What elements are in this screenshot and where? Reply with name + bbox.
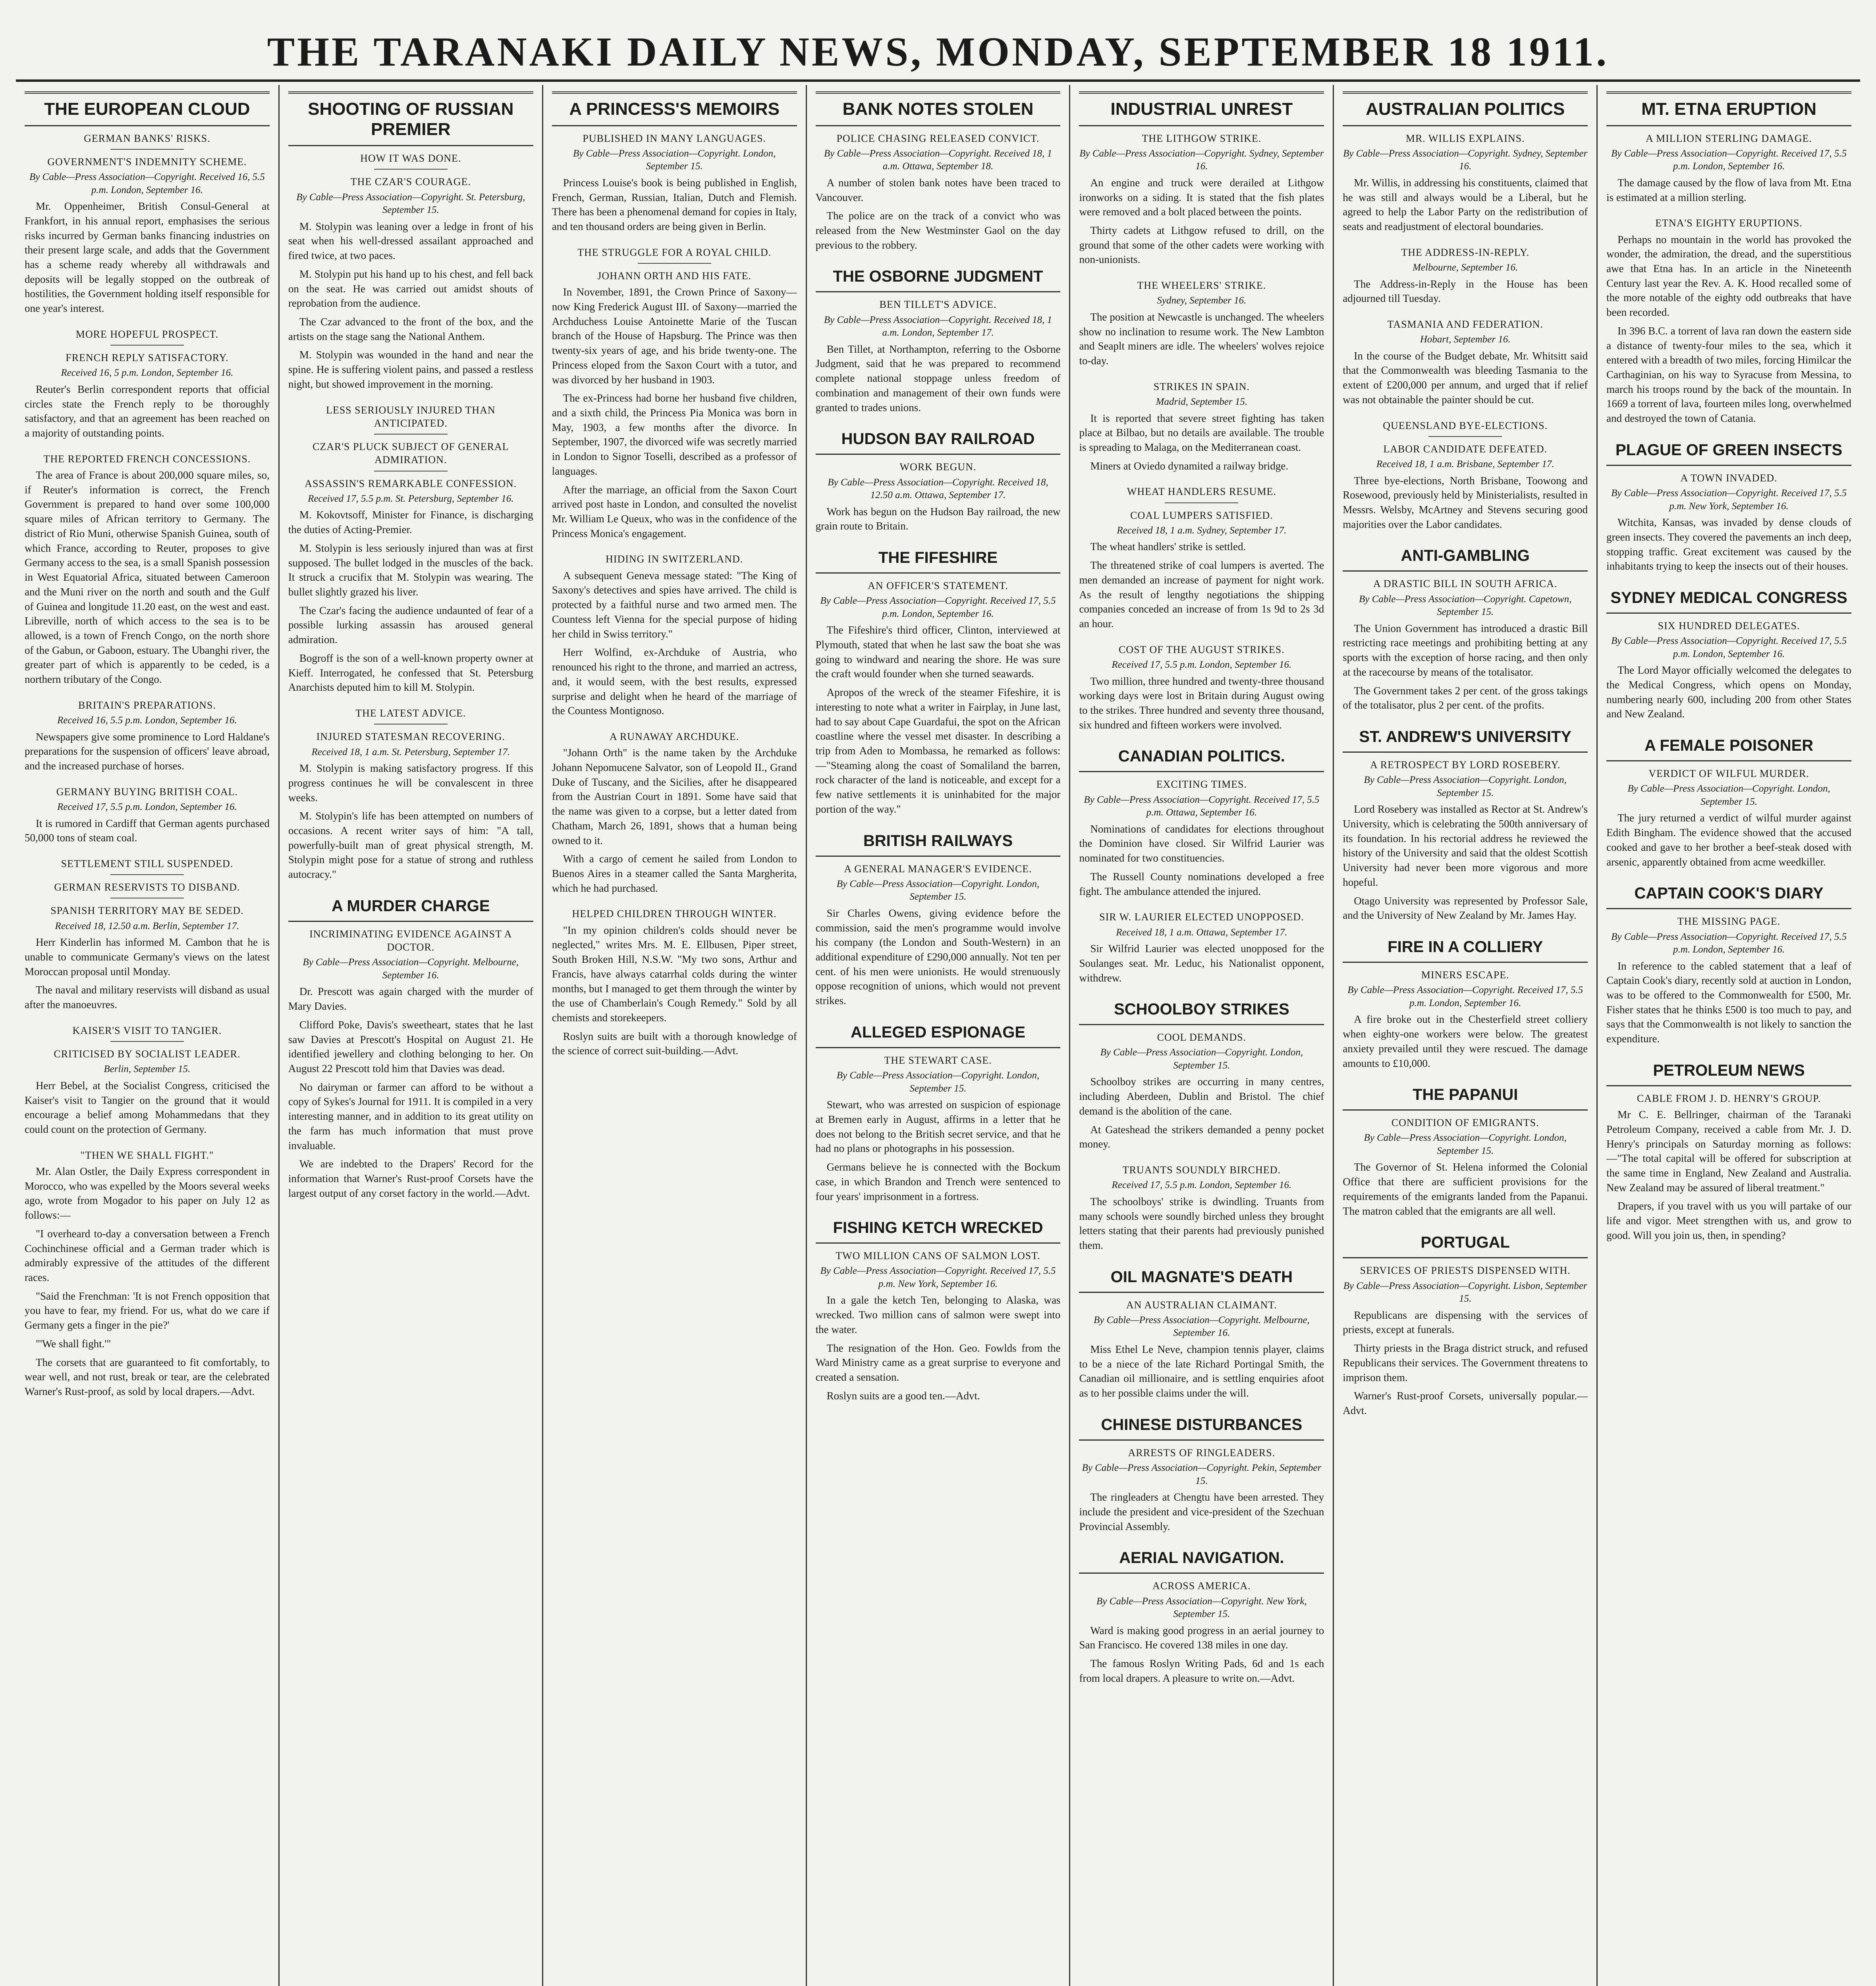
article-paragraph: Mr. Willis, in addressing his constituents, claimed that he was still and always would be a Liberal, but he agreed to help the Labor Party on the redistribution of seats and readjustment of electoral boundaries. xyxy=(1343,176,1588,233)
article xyxy=(1079,744,1324,898)
article-paragraph: Sir Charles Owens, giving evidence before the commission, said the men's programme would involve his company (the London and South-Western) in an additional expenditure of £290,000 annually. Not ten per cent. of his men were unionists. He would strenuously oppose recognition of unions, which would not prevent strikes. xyxy=(815,907,1061,1007)
article-headline: ANTI-GAMBLING xyxy=(1343,543,1588,572)
article-paragraph: The police are on the track of a convict who was released from the New Westminster Gaol on the day previous to the robbery. xyxy=(815,210,1061,251)
article-paragraph: The ex-Princess had borne her husband five children, and a sixth child, the Princess Pia Monica was born in May, 1903, a few months after the divorce. In September, 1907, the divorced wife was secretly married in London to Signor Toselli, described as a professor of languages. xyxy=(552,392,797,477)
article-headline: FIRE IN A COLLIERY xyxy=(1343,935,1588,963)
article-dateline: By Cable—Press Association—Copyright. London, September 15. xyxy=(1364,775,1567,798)
article-dateline: By Cable—Press Association—Copyright. Received 18, 12.50 a.m. Ottawa, September 17. xyxy=(828,477,1048,501)
article-paragraph: Otago University was represented by Professor Sale, and the University of New Zealand by Mr. James Hay. xyxy=(1343,894,1588,922)
article-subheading: GERMAN RESERVISTS TO DISBAND. xyxy=(54,881,240,893)
article-subheading: WORK BEGUN. xyxy=(899,461,977,473)
article-subheading: SPANISH TERRITORY MAY BE SEDED. xyxy=(50,905,244,917)
article-paragraph: In the course of the Budget debate, Mr. Whitsitt said that the Commonwealth was bleeding Tasmania to the extent of £200,000 per annum, and urged that if relief was not obtainable the painter should be cut. xyxy=(1343,350,1588,406)
article-subheading: LABOR CANDIDATE DEFEATED. xyxy=(1383,443,1548,455)
article-paragraph: The Government takes 2 per cent. of the gross takings of the totalisator, plus 2 per cent. of the profits. xyxy=(1343,684,1588,711)
article-paragraph: Perhaps no mountain in the world has provoked the wonder, the admiration, the dread, and the superstitious awe that Etna has. In an article in the Nineteenth Century last year the Rev. A. K. Hood recalled some of the more notable of the eighty odd outbreaks that have been recorded. xyxy=(1606,233,1852,319)
article-subheading: THE REPORTED FRENCH CONCESSIONS. xyxy=(43,453,251,465)
article-headline: AUSTRALIAN POLITICS xyxy=(1343,91,1588,126)
article-paragraph: An engine and truck were derailed at Lithgow ironworks on a siding. It is stated that the fish plates were removed and a bolt placed between the points. xyxy=(1079,176,1324,218)
article-dateline: Melbourne, September 16. xyxy=(1413,262,1518,273)
article-paragraph: It is rumored in Cardiff that German agents purchased 50,000 tons of steam coal. xyxy=(25,817,270,844)
article-subheading: THE STEWART CASE. xyxy=(884,1054,992,1066)
article xyxy=(1079,910,1324,985)
article-subheading: THE WHEELERS' STRIKE. xyxy=(1137,280,1266,292)
article xyxy=(25,1149,270,1399)
article-headline: FISHING KETCH WRECKED xyxy=(816,1215,1061,1244)
article-dateline: Received 17, 5.5 p.m. London, September 16. xyxy=(1112,659,1292,670)
article-headline: THE FIFESHIRE xyxy=(816,545,1061,574)
article xyxy=(1343,724,1588,923)
article-paragraph: We are indebted to the Drapers' Record for the information that Warner's Rust-proof Corsets have the largest output of any corset factory in the world.—Advt. xyxy=(288,1158,533,1199)
article-headline: PLAGUE OF GREEN INSECTS xyxy=(1606,438,1851,466)
article-subheading: "THEN WE SHALL FIGHT." xyxy=(80,1149,214,1161)
article-headline: ALLEGED ESPIONAGE xyxy=(816,1020,1061,1048)
article-paragraph: Germans believe he is connected with the Bockum case, in which Brandon and Trench were sentenced to four years' imprisonment in a fortress. xyxy=(815,1161,1061,1202)
article-paragraph: Dr. Prescott was again charged with the murder of Mary Davies. xyxy=(288,985,533,1012)
article-paragraph: The Russell County nominations developed a free fight. The ambulance attended the injured. xyxy=(1079,870,1324,897)
article-paragraph: Reuter's Berlin correspondent reports that official circles state the French reply to be thoroughly satisfactory, and that an agreement has been reached on a majority of outstanding points. xyxy=(25,383,270,439)
article-paragraph: Princess Louise's book is being published in English, French, German, Russian, Italian, Dutch and Flemish. There has been a phenomenal demand for copies in Italy, and ten thousand orders are being given in Berlin. xyxy=(552,176,797,233)
divider-rule xyxy=(374,169,448,170)
article xyxy=(25,452,270,687)
article-paragraph: The Fifeshire's third officer, Clinton, interviewed at Plymouth, stated that when he last saw the boat she was going to windward and nearing the shore. He was sure the craft would founder when she turned seawards. xyxy=(815,624,1061,680)
article-paragraph: Herr Kinderlin has informed M. Cambon that he is unable to communicate Germany's views on the latest Moroccan proposal until Monday. xyxy=(25,936,270,978)
article-headline: CANADIAN POLITICS. xyxy=(1079,744,1324,772)
article-subheading: AN AUSTRALIAN CLAIMANT. xyxy=(1126,1299,1277,1311)
article-paragraph: The ringleaders at Chengtu have been arrested. They include the president and vice-president of the Szechuan Provincial Assembly. xyxy=(1079,1491,1324,1532)
article xyxy=(25,699,270,773)
divider-rule xyxy=(638,263,711,264)
article-paragraph: A subsequent Geneva message stated: "The King of Saxony's detectives and spies have arrived. The child is protected by a faithful nurse and two armed men. The Countess left Vienna for the special purpose of hiding her child in Swiss territory." xyxy=(552,569,797,640)
article-paragraph: Republicans are dispensing with the services of priests, except at funerals. xyxy=(1343,1309,1588,1336)
article-dateline: Madrid, September 15. xyxy=(1156,396,1248,408)
article-paragraph: The famous Roslyn Writing Pads, 6d and 1s each from local drapers. A pleasure to write on.—Advt. xyxy=(1079,1657,1324,1684)
article-subheading: GERMANY BUYING BRITISH COAL. xyxy=(56,786,238,798)
article xyxy=(25,328,270,440)
article-subheading: SETTLEMENT STILL SUSPENDED. xyxy=(61,858,234,869)
masthead xyxy=(16,24,1860,82)
article-subheading: COOL DEMANDS. xyxy=(1157,1032,1247,1043)
article-subheading: A MILLION STERLING DAMAGE. xyxy=(1646,132,1812,144)
article-paragraph: M. Stolypin was leaning over a ledge in front of his seat when his well-dressed assailant approached and fired twice, at two paces. xyxy=(288,220,533,262)
article-paragraph: The schoolboys' strike is dwindling. Truants from many schools were soundly birched unless they brought letters stating that their parents had previously punished them. xyxy=(1079,1195,1324,1251)
article-headline: CHINESE DISTURBANCES xyxy=(1079,1412,1324,1441)
article-dateline: By Cable—Press Association—Copyright. Received 17, 5.5 p.m. London, September 16. xyxy=(1347,985,1583,1008)
article-subheading: A RUNAWAY ARCHDUKE. xyxy=(609,730,739,742)
article xyxy=(25,1024,270,1137)
article-paragraph: Nominations of candidates for elections throughout the Dominion have closed. Sir Wilfrid Laurier was nominated for two constituencies. xyxy=(1079,823,1324,864)
article-headline: MT. ETNA ERUPTION xyxy=(1606,91,1851,126)
article xyxy=(288,894,533,1201)
article xyxy=(1606,881,1851,1046)
article xyxy=(1079,1412,1324,1534)
article-paragraph: In November, 1891, the Crown Prince of Saxony—now King Frederick August III. of Saxony—married the Archduchess Louise Antoinette Marie of the Tuscan branch of the House of Hapsburg. The Prince was then twenty-six years of age, and his bride twenty-one. The Princess eloped from the Saxon Court with a tutor, and was divorced by her husband in 1903. xyxy=(552,286,797,386)
article-subheading: CZAR'S PLUCK SUBJECT OF GENERAL ADMIRATION. xyxy=(312,441,509,466)
article-paragraph: Newspapers give some prominence to Lord Haldane's preparations for the suspension of officers' leave abroad, and the increased purchase of horses. xyxy=(25,730,270,772)
article xyxy=(1079,1265,1324,1401)
column-5 xyxy=(1070,85,1334,1986)
article-paragraph: Lord Rosebery was installed as Rector at St. Andrew's University, which is celebrating the 500th anniversary of its foundation. In his rectorial address he reviewed the history of the University and said that the oldest Scottish University had never been more vigorous and more hopeful. xyxy=(1343,803,1588,888)
article-paragraph: Mr. Alan Ostler, the Daily Express correspondent in Morocco, who was expelled by the Moors several weeks ago, wrote from Mogador to his paper on July 12 as follows:— xyxy=(25,1165,270,1221)
article-headline: ST. ANDREW'S UNIVERSITY xyxy=(1343,724,1588,753)
article-dateline: Received 18, 1 a.m. Brisbane, September 17. xyxy=(1376,459,1554,470)
article-paragraph: In 396 B.C. a torrent of lava ran down the eastern side a distance of twenty-four miles to the sea, which it entered with a breadth of two miles, forcing Himilcar the Carthaginian, on his way to Syracuse from Messina, to march his troops round by the back of the mountain. In 1669 a torrent of lava, fourteen miles long, overwhelmed and destroyed the town of Catania. xyxy=(1606,325,1852,425)
article-paragraph: The area of France is about 200,000 square miles, so, if Reuter's information is correct, the French Government is prepared to hand over some 100,000 square miles of African territory to Germany. The district of Rio Muni, otherwise Spanish Guinea, south of which France, according to Reuter, proposes to give Germany access to the sea, is a small Spanish possession in West Equatorial Africa, situated between Cameroon and the Muni river on the north and south and the Gulf of Guinea and longitude 11.20 east, on the west and east. Libreville, north of which access to the sea is to be allowed, is a town of French Congo, on the north shore of the Gabun, or Gaboon, estuary. The Ubanghi river, the greater part of which is apparently to be ceded, is a northern tributary of the Congo. xyxy=(25,469,270,686)
article-dateline: Received 18, 1 a.m. Sydney, September 17. xyxy=(1117,525,1287,536)
article-subheading: THE ADDRESS-IN-REPLY. xyxy=(1401,246,1530,258)
article-subheading: SERVICES OF PRIESTS DISPENSED WITH. xyxy=(1360,1265,1571,1277)
article-subheading: AN OFFICER'S STATEMENT. xyxy=(868,580,1008,592)
article xyxy=(1079,1546,1324,1685)
article-subheading: COAL LUMPERS SATISFIED. xyxy=(1130,509,1273,521)
article-subheading: MORE HOPEFUL PROSPECT. xyxy=(75,328,219,340)
article-paragraph: The resignation of the Hon. Geo. Fowlds from the Ward Ministry came as a great surprise to everyone and created a sensation. xyxy=(815,1342,1061,1383)
article-subheading: WHEAT HANDLERS RESUME. xyxy=(1127,486,1276,498)
column-4 xyxy=(807,85,1071,1986)
article-dateline: By Cable—Press Association—Copyright. London, September 15. xyxy=(1100,1047,1303,1071)
article-dateline: By Cable—Press Association—Copyright. St. Petersburg, September 15. xyxy=(296,191,525,216)
article-dateline: Received 17, 5.5 p.m. St. Petersburg, September 16. xyxy=(308,493,514,504)
article-dateline: Received 17, 5.5 p.m. London, September 16. xyxy=(1112,1180,1292,1191)
article-subheading: A GENERAL MANAGER'S EVIDENCE. xyxy=(844,863,1032,875)
article-dateline: By Cable—Press Association—Copyright. Received 17, 5.5 p.m. New York, September 16. xyxy=(820,1265,1056,1289)
article-headline: AERIAL NAVIGATION. xyxy=(1079,1546,1324,1574)
article-paragraph: At Gateshead the strikers demanded a penny pocket money. xyxy=(1079,1123,1324,1150)
article-subheading: FRENCH REPLY SATISFACTORY. xyxy=(66,352,229,364)
article-headline: INDUSTRIAL UNREST xyxy=(1079,91,1324,126)
article-paragraph: Thirty cadets at Lithgow refused to drill, on the ground that some of the other cadets were working with non-unionists. xyxy=(1079,224,1324,266)
article-paragraph: The Czar advanced to the front of the box, and the artists on the stage sang the National Anthem. xyxy=(288,316,533,342)
article xyxy=(1606,1058,1851,1243)
article xyxy=(25,857,270,1012)
article-paragraph: The threatened strike of coal lumpers is averted. The men demanded an increase of payment for night work. As the result of lengthy negotiations the shipping companies conceded an increase of from 1s 9d to 2s 3d an hour. xyxy=(1079,559,1324,630)
article-paragraph: Mr C. E. Bellringer, chairman of the Taranaki Petroleum Company, received a cable from Mr. J. D. Henry's principals on Saturday morning as follows:—"The total capital will be offered for subscription at the same time in England, New Zealand and Australia. New Zealand may be assured of liberal treatment." xyxy=(1606,1109,1852,1194)
article-paragraph: Roslyn suits are built with a thorough knowledge of the science of correct suit-building.—Advt. xyxy=(552,1030,797,1057)
article-paragraph: A number of stolen bank notes have been traced to Vancouver. xyxy=(815,176,1061,203)
article xyxy=(816,264,1061,415)
article-paragraph: After the marriage, an official from the Saxon Court arrived post haste in London, and consulted the novelist Mr. William Le Queux, who was in the confidence of the Princess Monica's engagement. xyxy=(552,483,797,539)
article-paragraph: Roslyn suits are a good ten.—Advt. xyxy=(826,1389,980,1402)
article-dateline: By Cable—Press Association—Copyright. Received 17, 5.5 p.m. London, September 16. xyxy=(820,595,1056,619)
article-paragraph: "I overheard to-day a conversation between a French Cochinchinese official and a German trader which is admirably expressive of the attitudes of the different races. xyxy=(25,1227,270,1284)
article-subheading: TASMANIA AND FEDERATION. xyxy=(1387,318,1543,330)
article-paragraph: Miss Ethel Le Neve, champion tennis player, claims to be a niece of the late Richard Portingal Smith, the Canadian oil millionaire, and is settling enquiries afoot as to her possible claims under the will. xyxy=(1079,1343,1324,1399)
article xyxy=(1343,1230,1588,1418)
article-dateline: By Cable—Press Association—Copyright. Received 17, 5.5 p.m. New York, September 16. xyxy=(1611,488,1847,512)
article-headline: SYDNEY MEDICAL CONGRESS xyxy=(1606,585,1851,614)
article-headline: SHOOTING OF RUSSIAN PREMIER xyxy=(288,91,533,146)
article-subheading: A DRASTIC BILL IN SOUTH AFRICA. xyxy=(1373,578,1558,590)
article-subheading: A TOWN INVADED. xyxy=(1680,472,1778,484)
article-subheading: ETNA'S EIGHTY ERUPTIONS. xyxy=(1655,217,1803,229)
article xyxy=(1079,1163,1324,1253)
article-paragraph: Witchita, Kansas, was invaded by dense clouds of green insects. They covered the pavements an inch deep, stopping traffic. Great excitement was caused by the inhabitants trying to keep the insects out of their houses. xyxy=(1606,516,1852,572)
article-paragraph: Two million, three hundred and twenty-three thousand working days were lost in Britain during August owing to the strikes. Three hundred and seventy three thousand, six hundred and fifteen workers were involved. xyxy=(1079,675,1324,731)
article-subheading: CRITICISED BY SOCIALIST LEADER. xyxy=(54,1048,241,1060)
article xyxy=(552,91,797,234)
article-paragraph: Ben Tillet, at Northampton, referring to the Osborne Judgment, said that he was prepared to recommend complete national stoppage unless freedom of combination and management of their own funds were granted to trades unions. xyxy=(815,343,1061,413)
article xyxy=(288,91,533,392)
article-subheading: VERDICT OF WILFUL MURDER. xyxy=(1648,768,1809,780)
article-paragraph: The wheat handlers' strike is settled. xyxy=(1090,541,1246,553)
article-paragraph: M. Stolypin is making satisfactory progress. If this progress continues he will be convalescent in three weeks. xyxy=(288,762,533,804)
article xyxy=(1079,279,1324,368)
article-dateline: Sydney, September 16. xyxy=(1157,295,1247,306)
article-subheading: MINERS ESCAPE. xyxy=(1421,969,1509,981)
article-dateline: Received 17, 5.5 p.m. London, September 16. xyxy=(57,802,237,813)
article-subheading: ASSASSIN'S REMARKABLE CONFESSION. xyxy=(305,477,517,489)
article-paragraph: Clifford Poke, Davis's sweetheart, states that he last saw Davies at Prescott's Hospital on August 21. He identified jewellery and clothing belonging to her. On August 22 Prescott told him that Davies was dead. xyxy=(288,1018,533,1074)
article-dateline: By Cable—Press Association—Copyright. Received 18, 1 a.m. London, September 17. xyxy=(824,314,1052,338)
article-paragraph: The corsets that are guaranteed to fit comfortably, to wear well, and not rust, break or tear, are the celebrated Warner's Rust-proof, as sold by local drapers.—Advt. xyxy=(25,1356,270,1398)
article-paragraph: The damage caused by the flow of lava from Mt. Etna is estimated at a million sterling. xyxy=(1606,176,1852,203)
article-subheading: INCRIMINATING EVIDENCE AGAINST A DOCTOR. xyxy=(309,928,512,953)
article-subheading: HELPED CHILDREN THROUGH WINTER. xyxy=(572,908,777,920)
article-subheading: THE LATEST ADVICE. xyxy=(355,707,466,719)
article-paragraph: With a cargo of cement he sailed from London to Buenos Aires in a steamer called the Santa Margherita, which he had purchased. xyxy=(552,853,797,894)
article-dateline: By Cable—Press Association—Copyright. London, September 15. xyxy=(1627,783,1830,807)
divider-rule xyxy=(110,345,184,346)
article-paragraph: The Union Government has introduced a drastic Bill restricting race meetings and prohibiting betting at any sports with the exception of horse racing, and then only at the racecourse by means of the totalisator. xyxy=(1343,622,1588,678)
article xyxy=(25,785,270,845)
article-paragraph: "Said the Frenchman: 'It is not French opposition that you have to fear, my friend. For us, what do we care if Germany gets a finger in the pie?' xyxy=(25,1290,270,1331)
article-dateline: By Cable—Press Association—Copyright. London, September 15. xyxy=(836,878,1040,902)
article xyxy=(288,707,533,882)
article xyxy=(1343,543,1588,713)
column-7 xyxy=(1598,85,1860,1986)
article-subheading: GOVERNMENT'S INDEMNITY SCHEME. xyxy=(47,156,247,168)
article-paragraph: Mr. Oppenheimer, British Consul-General at Frankfort, in his annual report, emphasises the serious risks incurred by German banks financing industries on their present large scale, and adds that the Government has a scheme ready whereby all withdrawals and deposits will be legally stopped on the outbreak of hostilities, the Government holding itself responsible for one year's interest. xyxy=(25,200,270,315)
article-paragraph: The Czar's facing the audience undaunted of fear of a possible lurking assassin has aroused general admiration. xyxy=(288,604,533,646)
article-dateline: By Cable—Press Association—Copyright. Capetown, September 15. xyxy=(1359,593,1572,618)
article xyxy=(816,545,1061,817)
article xyxy=(552,907,797,1058)
column-2 xyxy=(280,85,543,1986)
article xyxy=(1079,380,1324,473)
article-subheading: COST OF THE AUGUST STRIKES. xyxy=(1118,643,1285,655)
article-headline: A FEMALE POISONER xyxy=(1606,733,1851,761)
article-dateline: By Cable—Press Association—Copyright. Melbourne, September 16. xyxy=(303,957,519,981)
article xyxy=(552,246,797,541)
article-headline: CAPTAIN COOK'S DIARY xyxy=(1606,881,1851,909)
article-paragraph: Thirty priests in the Braga district struck, and refused Republicans their services. The Government threatens to imprison them. xyxy=(1343,1342,1588,1383)
divider-rule xyxy=(110,149,184,150)
article xyxy=(816,1020,1061,1204)
article-paragraph: M. Stolypin was wounded in the hand and near the spine. He is suffering violent pains, and passed a restless night, but showed improvement in the morning. xyxy=(288,349,533,390)
article xyxy=(552,553,797,718)
article-subheading: ACROSS AMERICA. xyxy=(1152,1580,1251,1592)
divider-rule xyxy=(1165,502,1238,503)
article-subheading: STRIKES IN SPAIN. xyxy=(1153,381,1250,392)
column-6 xyxy=(1334,85,1598,1986)
article-paragraph: The position at Newcastle is unchanged. The wheelers show no inclination to resume work. The New Lambton and Seaplt miners are idle. The wheelers' wolves rejoice to-day. xyxy=(1079,311,1324,367)
article xyxy=(1079,91,1324,267)
article-subheading: POLICE CHASING RELEASED CONVICT. xyxy=(836,132,1040,144)
article-dateline: By Cable—Press Association—Copyright. Sydney, September 16. xyxy=(1079,148,1324,172)
article xyxy=(1343,419,1588,532)
article-paragraph: Drapers, if you travel with us you will partake of our life and vigor. Meet strengthen with us, and grow to good. Will you join us, then, in spending? xyxy=(1606,1200,1852,1241)
article-paragraph: M. Stolypin's life has been attempted on numbers of occasions. A recent writer says of him: "A tall, powerfully-built man of great physical strength, M. Stolypin might pose for a statue of strong and ruthless autocracy." xyxy=(288,810,533,881)
article xyxy=(552,730,797,895)
article-paragraph: Sir Wilfrid Laurier was elected unopposed for the Soulanges seat. Mr. Leduc, his Nationalist opponent, withdrew. xyxy=(1079,943,1324,984)
article-dateline: Received 18, 1 a.m. Ottawa, September 17. xyxy=(1116,927,1287,938)
article-headline: SCHOOLBOY STRIKES xyxy=(1079,997,1324,1025)
article-headline: HUDSON BAY RAILROAD xyxy=(816,427,1061,455)
article-subheading: INJURED STATESMAN RECOVERING. xyxy=(316,731,505,743)
article xyxy=(1343,91,1588,234)
article-dateline: By Cable—Press Association—Copyright. Received 16, 5.5 p.m. London, September 16. xyxy=(29,172,265,195)
article-dateline: By Cable—Press Association—Copyright. Received 17, 5.5 p.m. Ottawa, September 16. xyxy=(1084,794,1320,818)
article-headline: BRITISH RAILWAYS xyxy=(816,829,1061,857)
article-dateline: By Cable—Press Association—Copyright. London, September 15. xyxy=(836,1070,1040,1094)
article xyxy=(816,427,1061,533)
article xyxy=(1343,1082,1588,1218)
article-dateline: By Cable—Press Association—Copyright. London, September 15. xyxy=(573,148,776,172)
article-paragraph: Schoolboy strikes are occurring in many centres, including Aberdeen, Dublin and Bristol. The chief demand is the abolition of the cane. xyxy=(1079,1076,1324,1117)
article-paragraph: M. Kokovtsoff, Minister for Finance, is discharging the duties of Acting-Premier. xyxy=(288,509,533,536)
article xyxy=(1079,485,1324,631)
article xyxy=(288,404,533,695)
article xyxy=(816,1215,1061,1403)
article xyxy=(1343,318,1588,407)
article xyxy=(1606,733,1851,869)
article-paragraph: The Address-in-Reply in the House has been adjourned till Tuesday. xyxy=(1343,278,1588,305)
article xyxy=(1343,246,1588,306)
article-dateline: By Cable—Press Association—Copyright. London, September 15. xyxy=(1364,1132,1567,1156)
article-dateline: Hobart, September 16. xyxy=(1420,334,1511,345)
masthead-title: THE TARANAKI DAILY NEWS, MONDAY, SEPTEMBER 18 1911. xyxy=(267,29,1609,75)
article-headline: A PRINCESS'S MEMOIRS xyxy=(552,91,797,126)
article-headline: THE EUROPEAN CLOUD xyxy=(25,91,270,126)
column-1 xyxy=(16,85,280,1986)
article-paragraph: "Johann Orth" is the name taken by the Archduke Johann Nepomucene Salvator, son of Leopold II., Grand Duke of Tuscany, and the Sicilies, after he disappeared from the Austrian Court in 1891. Some have said that the name was given to a corpse, but a letter dated from Chatham, March 26, 1891, shows that a human being owned to it. xyxy=(552,747,797,846)
article-paragraph: The Governor of St. Helena informed the Colonial Office that there are sufficient provisions for the requirements of the emigrants landed from the Papanui. The matron cabled that the emigrants are all well. xyxy=(1343,1161,1588,1217)
article-subheading: GERMAN BANKS' RISKS. xyxy=(84,132,210,144)
article-paragraph: Warner's Rust-proof Corsets, universally popular.—Advt. xyxy=(1343,1390,1588,1416)
article-headline: THE PAPANUI xyxy=(1343,1082,1588,1111)
article-dateline: By Cable—Press Association—Copyright. Melbourne, September 16. xyxy=(1094,1314,1310,1339)
article-subheading: TWO MILLION CANS OF SALMON LOST. xyxy=(836,1250,1040,1262)
article xyxy=(25,91,270,316)
divider-rule xyxy=(110,1041,184,1042)
article-paragraph: Stewart, who was arrested on suspicion of espionage at Bremen early in August, affirms in a letter that he does not belong to the British secret service, and that he had no plans or photographs in his possession. xyxy=(815,1099,1061,1155)
article-subheading: THE LITHGOW STRIKE. xyxy=(1142,132,1262,144)
article-subheading: ARRESTS OF RINGLEADERS. xyxy=(1128,1447,1276,1459)
article-paragraph: Herr Wolfind, ex-Archduke of Austria, who renounced his right to the throne, and married an actress, and, it would seem, with the best results, expressed surprise and delight when he heard of the marriage of the Countess Montignoso. xyxy=(552,646,797,717)
article-paragraph: Apropos of the wreck of the steamer Fifeshire, it is interesting to note what a writer in Fairplay, in June last, had to say about Cape Guardafui, the spot on the African coastline where the vessel met disaster. In describing a trip from Aden to Mombassa, he remarked as follows:—"Steaming along the coast of Somaliland the barren, rock character of the land is noticeable, and except for a few native settlements it is uninhabited for the major portion of the way." xyxy=(815,686,1061,815)
article-subheading: BRITAIN'S PREPARATIONS. xyxy=(78,699,216,711)
article-headline: OIL MAGNATE'S DEATH xyxy=(1079,1265,1324,1293)
columns-container xyxy=(16,85,1860,1986)
article xyxy=(1079,997,1324,1151)
article-dateline: By Cable—Press Association—Copyright. Sydney, September 16. xyxy=(1343,148,1588,172)
article xyxy=(1343,935,1588,1070)
article-dateline: By Cable—Press Association—Copyright. Received 18, 1 a.m. Ottawa, September 18. xyxy=(824,148,1052,172)
article-dateline: Berlin, September 15. xyxy=(104,1064,191,1075)
article-paragraph: "'We shall fight.'" xyxy=(36,1337,111,1350)
article-subheading: EXCITING TIMES. xyxy=(1156,779,1247,790)
article-subheading: THE CZAR'S COURAGE. xyxy=(350,176,471,188)
article-dateline: Received 18, 12.50 a.m. Berlin, September 17. xyxy=(55,920,239,931)
column-3 xyxy=(543,85,807,1986)
article-paragraph: Three bye-elections, North Brisbane, Toowong and Rosewood, previously held by Ministerialists, resulted in Messrs. Welsby, McArtney and Stevens securing good majorities over the Labor candidates. xyxy=(1343,474,1588,530)
article-paragraph: The naval and military reservists will disband as usual after the manoeuvres. xyxy=(25,984,270,1011)
article-subheading: A RETROSPECT BY LORD ROSEBERY. xyxy=(1370,759,1561,771)
article-subheading: BEN TILLET'S ADVICE. xyxy=(879,299,997,311)
article-dateline: Received 18, 1 a.m. St. Petersburg, September 17. xyxy=(311,746,510,757)
article-dateline: By Cable—Press Association—Copyright. Pekin, September 15. xyxy=(1082,1462,1322,1486)
article-paragraph: Miners at Oviedo dynamited a railway bridge. xyxy=(1090,460,1289,472)
article-headline: THE OSBORNE JUDGMENT xyxy=(816,264,1061,292)
article-paragraph: Bogroff is the son of a well-known property owner at Kieff. Interrogated, he confessed that St. Petersburg Anarchists deputed him to kill M. Stolypin. xyxy=(288,652,533,694)
article-paragraph: Herr Bebel, at the Socialist Congress, criticised the Kaiser's visit to Tangier on the ground that it would encourage a belief among Mohammedans that they could count on the protection of Germany. xyxy=(25,1079,270,1136)
article-subheading: THE STRUGGLE FOR A ROYAL CHILD. xyxy=(577,246,772,258)
article-subheading: SIR W. LAURIER ELECTED UNOPPOSED. xyxy=(1099,911,1304,923)
article-headline: PETROLEUM NEWS xyxy=(1606,1058,1851,1086)
divider-rule xyxy=(374,434,448,435)
divider-rule xyxy=(110,874,184,875)
article-headline: BANK NOTES STOLEN xyxy=(816,91,1061,126)
article xyxy=(816,91,1061,252)
article-dateline: By Cable—Press Association—Copyright. Received 17, 5.5 p.m. London, September 16. xyxy=(1611,636,1847,659)
article-dateline: By Cable—Press Association—Copyright. Lisbon, September 15. xyxy=(1343,1280,1587,1304)
article-paragraph: "In my opinion children's colds should never be neglected," writes Mrs. M. E. Ellbusen, Piper street, South Broken Hill, N.S.W. "My two sons, Arthur and Francis, have always catarrhal colds during the winter months, but I managed to get them through the winter by the use of Chamberlain's Cough Remedy." Sold by all chemists and storekeepers. xyxy=(552,924,797,1024)
article-subheading: SIX HUNDRED DELEGATES. xyxy=(1658,620,1800,632)
article-headline: A MURDER CHARGE xyxy=(288,894,533,922)
article-paragraph: Ward is making good progress in an aerial journey to San Francisco. He covered 138 miles in one day. xyxy=(1079,1624,1324,1651)
article-paragraph: The jury returned a verdict of wilful murder against Edith Bingham. The evidence showed that the accused cooked and gave to her brother a beef-steak dosed with arsenic, apparently obtained from acme weedkiller. xyxy=(1606,812,1852,868)
article xyxy=(1606,91,1851,205)
article-subheading: PUBLISHED IN MANY LANGUAGES. xyxy=(583,132,766,144)
article-paragraph: A fire broke out in the Chesterfield street colliery when eighty-one workers were below. The greatest anxiety prevailed until they were rescued. The damage amounts to £10,000. xyxy=(1343,1013,1588,1069)
article-subheading: LESS SERIOUSLY INJURED THAN ANTICIPATED. xyxy=(326,404,496,429)
article-dateline: By Cable—Press Association—Copyright. Received 17, 5.5 p.m. London, September 16. xyxy=(1611,931,1847,955)
article-paragraph: It is reported that severe street fighting has taken place at Bilbao, but no details are available. The trouble is spreading to Malaga, on the Mediterranean coast. xyxy=(1079,412,1324,454)
article-paragraph: In a gale the ketch Ten, belonging to Alaska, was wrecked. Two million cans of salmon were swept into the water. xyxy=(815,1294,1061,1335)
article-paragraph: No dairyman or farmer can afford to be without a copy of Sykes's Journal for 1911. It is compiled in a very interesting manner, and in addition to its great utility on the farm has much information that must prove invaluable. xyxy=(288,1081,533,1151)
article-subheading: HOW IT WAS DONE. xyxy=(360,153,461,164)
article-paragraph: M. Stolypin is less seriously injured than was at first supposed. The bullet lodged in the muscles of the back. It struck a crucifix that M. Stolypin was wearing. The bullet slightly grazed his liver. xyxy=(288,542,533,598)
article xyxy=(816,829,1061,1008)
article xyxy=(1606,438,1851,574)
article-subheading: CONDITION OF EMIGRANTS. xyxy=(1391,1117,1539,1129)
article-paragraph: Work has begun on the Hudson Bay railroad, the new grain route to Britain. xyxy=(815,505,1061,532)
divider-rule xyxy=(1428,436,1502,437)
article-headline: PORTUGAL xyxy=(1343,1230,1588,1258)
article xyxy=(1606,216,1851,426)
article-dateline: Received 16, 5.5 p.m. London, September 16. xyxy=(57,715,237,726)
article-dateline: By Cable—Press Association—Copyright. New York, September 15. xyxy=(1096,1596,1307,1620)
article-paragraph: M. Stolypin put his hand up to his chest, and fell back on the seat. He was carried out amidst shouts of reprobation from the audience. xyxy=(288,268,533,309)
article-subheading: CABLE FROM J. D. HENRY'S GROUP. xyxy=(1637,1092,1821,1104)
article xyxy=(1606,585,1851,721)
article-subheading: HIDING IN SWITZERLAND. xyxy=(606,553,743,565)
article-subheading: MR. WILLIS EXPLAINS. xyxy=(1405,132,1525,144)
article-subheading: TRUANTS SOUNDLY BIRCHED. xyxy=(1122,1164,1281,1176)
article-subheading: QUEENSLAND BYE-ELECTIONS. xyxy=(1383,419,1548,431)
article-dateline: Received 16, 5 p.m. London, September 16. xyxy=(61,367,234,379)
article xyxy=(1079,643,1324,732)
article-subheading: THE MISSING PAGE. xyxy=(1677,916,1781,927)
article-subheading: KAISER'S VISIT TO TANGIER. xyxy=(72,1024,222,1036)
article-subheading: JOHANN ORTH AND HIS FATE. xyxy=(597,270,751,282)
article-paragraph: The Lord Mayor officially welcomed the delegates to the Medical Congress, which opens on Monday, numbering nearly 600, including 200 from other States and New Zealand. xyxy=(1606,664,1852,720)
article-paragraph: In reference to the cabled statement that a leaf of Captain Cook's diary, recently sold at auction in London, was to be offered to the Commonwealth for £500, Mr. Fisher states that he thinks £500 is too much to pay, and says that the Commonwealth is not likely to sanction the expenditure. xyxy=(1606,960,1852,1045)
article-dateline: By Cable—Press Association—Copyright. Received 17, 5.5 p.m. London, September 16. xyxy=(1611,148,1847,172)
